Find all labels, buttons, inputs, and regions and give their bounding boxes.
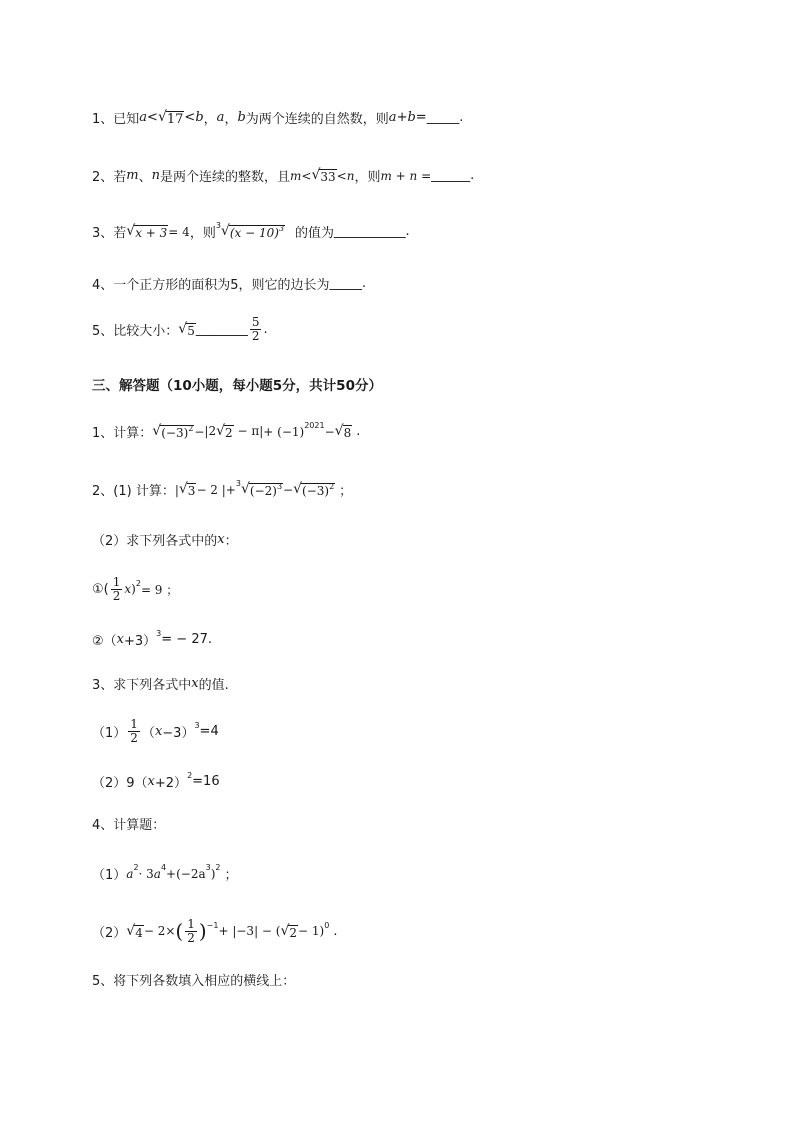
- solve-question-4-part1: [92, 864, 238, 883]
- radicand: x + 3: [135, 226, 168, 240]
- q3-end: 的值.: [198, 678, 229, 693]
- var-m: m: [126, 168, 139, 183]
- times-3: · 3: [138, 866, 154, 881]
- plus-neg-one: + (−1): [263, 424, 305, 439]
- answer-blank[interactable]: _____: [426, 110, 460, 125]
- less-than: <: [301, 168, 312, 183]
- close-paren: ): [131, 582, 136, 597]
- radicand: 3: [187, 484, 196, 498]
- solve-question-2-part2: [92, 530, 238, 549]
- solve-question-5: [92, 970, 295, 989]
- exponent: 2: [188, 424, 194, 433]
- denominator: 2: [251, 328, 260, 343]
- coefficient: 2: [208, 424, 217, 438]
- exponent: 3: [276, 482, 283, 491]
- denominator: 2: [130, 730, 138, 745]
- answer-blank[interactable]: _____: [329, 276, 363, 291]
- answer-blank[interactable]: ___________: [334, 224, 406, 239]
- q3-text: ，则: [189, 226, 216, 241]
- equals: =: [415, 110, 427, 125]
- item-label: （2）: [92, 925, 127, 941]
- radicand: 4: [135, 925, 143, 940]
- var-x: x: [217, 532, 225, 547]
- var-b: b: [195, 110, 204, 125]
- root-index: 3: [235, 479, 241, 488]
- close-paren: ): [198, 919, 207, 944]
- solve-question-3: [92, 674, 229, 693]
- radicand: 2: [289, 925, 298, 940]
- var-b: b: [407, 110, 416, 125]
- fill-question-5: [92, 316, 268, 342]
- period: .: [405, 224, 410, 239]
- var-m: m: [290, 168, 302, 183]
- open-paren: （: [141, 725, 155, 741]
- exponent: −1: [206, 920, 219, 930]
- item-label: ①(: [92, 581, 109, 597]
- var-x: x: [116, 632, 124, 647]
- q2-text: ，则: [354, 170, 381, 185]
- var-x: x: [147, 774, 155, 789]
- var-a: a: [153, 866, 161, 881]
- q3-label: 3、若: [92, 226, 127, 241]
- exponent: 2: [329, 482, 335, 491]
- exponent: 2: [187, 771, 193, 780]
- minus-pi: − π: [233, 424, 260, 438]
- period: .: [470, 168, 475, 183]
- q4-text: 4、一个正方形的面积为5，则它的边长为: [92, 278, 330, 293]
- sqrt-2: √ 2: [216, 423, 233, 440]
- abs-bar: |: [174, 482, 179, 497]
- radicand: [229, 225, 285, 240]
- denominator: 2: [187, 930, 195, 945]
- var-a: a: [126, 866, 134, 881]
- radicand-text: (−3): [302, 484, 330, 498]
- radicand: 5: [187, 323, 195, 338]
- var-a: a: [388, 110, 397, 125]
- sqrt-17: √ 17: [157, 108, 184, 127]
- expr-rest: −3）: [162, 725, 195, 741]
- var-x: x: [124, 582, 132, 597]
- q3-text: 的值为: [295, 226, 335, 241]
- comma: ，: [224, 112, 238, 127]
- q2b-text: （2）求下列各式中的: [92, 534, 218, 549]
- radicand: 17: [166, 111, 184, 127]
- minus-2-times: − 2×: [143, 924, 176, 939]
- sqrt-3: √ 3: [178, 481, 196, 498]
- fill-question-1: [92, 108, 463, 127]
- answer-blank[interactable]: ________: [195, 321, 248, 337]
- plus: +: [166, 866, 177, 881]
- sqrt-neg3-squared: √ $(-3)^2$: [152, 423, 194, 440]
- var-a: a: [139, 110, 148, 125]
- equals-16: =16: [192, 774, 220, 789]
- abs-rest: − 2 |+: [196, 482, 236, 497]
- fraction-5-2: [250, 316, 262, 342]
- period: .: [263, 321, 268, 337]
- numerator: 1: [187, 917, 195, 931]
- exponent: 0: [324, 920, 330, 930]
- fraction-1-2: [185, 918, 197, 944]
- comma: ，: [203, 112, 217, 127]
- cube-root: √ $(x - 10)^3$: [220, 223, 285, 240]
- q3-text: 3、求下列各式中: [92, 678, 192, 693]
- numerator: 1: [112, 575, 121, 589]
- item-label: （1）: [92, 868, 127, 883]
- q4-text: 4、计算题：: [92, 818, 166, 833]
- fraction-1-2: [128, 718, 140, 744]
- cube-root-neg2-cubed: √ $(-2)^3$: [240, 481, 283, 498]
- q2-text: 是两个连续的整数，且: [160, 170, 291, 185]
- less-than: <: [184, 110, 196, 125]
- semicolon: ；: [224, 868, 238, 883]
- less-than: <: [147, 110, 158, 125]
- fill-question-3: [92, 222, 410, 241]
- q5-label: 5、比较大小：: [92, 323, 179, 339]
- item-label: （2）9（: [92, 776, 148, 791]
- expr-rest: +3）: [124, 634, 157, 649]
- fill-question-4: [92, 274, 366, 293]
- exponent: 3: [156, 629, 162, 638]
- fill-question-2: [92, 166, 474, 185]
- q1-label: 1、计算：: [92, 426, 153, 441]
- sum-expression: m + n =: [380, 168, 432, 183]
- radicand-text: (−2): [249, 484, 277, 498]
- solve-question-2-part1: [92, 480, 352, 499]
- exponent: 4: [160, 863, 167, 872]
- period: .: [362, 276, 367, 291]
- sqrt-4: √ 4: [126, 922, 143, 940]
- sqrt-5: √ 5: [178, 320, 195, 338]
- sqrt-33: √ 33: [311, 167, 336, 184]
- period: .: [459, 110, 464, 125]
- exponent: 2021: [304, 421, 325, 430]
- inner-expr: (−2a: [176, 866, 206, 881]
- var-a: a: [216, 110, 225, 125]
- numerator: 5: [251, 315, 260, 329]
- colon: ：: [224, 534, 238, 549]
- exponent: 2: [135, 578, 141, 588]
- sqrt-x-plus-3: √ x + 3: [126, 223, 168, 240]
- var-b: b: [237, 110, 246, 125]
- q1-text: 为两个连续的自然数，则: [245, 112, 389, 127]
- var-x: x: [154, 723, 163, 739]
- exponent: 2: [133, 863, 139, 872]
- open-paren: (: [175, 919, 184, 944]
- q1-label: 1、已知: [92, 112, 140, 127]
- expr-rest: − 1): [298, 924, 325, 939]
- var-n: n: [346, 168, 355, 183]
- equals-4: = 4: [168, 224, 190, 239]
- radicand: 33: [320, 170, 336, 184]
- minus: −: [283, 482, 294, 497]
- denominator: 2: [112, 588, 121, 603]
- sqrt-8: √ 8: [334, 423, 352, 440]
- var-n: n: [151, 168, 160, 183]
- solve-question-4-part2: [92, 918, 337, 944]
- item-label: （1）: [92, 725, 127, 741]
- radicand: [160, 425, 194, 440]
- q2-label: 2、若: [92, 170, 127, 185]
- solve-question-2-item1: [92, 576, 178, 602]
- solve-question-4: [92, 814, 165, 833]
- answer-blank[interactable]: ______: [431, 168, 471, 183]
- radicand: [301, 483, 335, 498]
- q2-label: 2、(1) 计算：: [92, 484, 175, 499]
- equals-neg-27: = − 27.: [161, 632, 212, 647]
- solve-question-3-part2: [92, 772, 220, 791]
- fraction-1-2: [111, 576, 123, 602]
- radicand: [249, 483, 283, 498]
- separator: 、: [138, 170, 152, 185]
- period: .: [333, 923, 338, 939]
- solve-question-1: [92, 422, 360, 441]
- exponent: 3: [278, 224, 285, 233]
- period: .: [356, 424, 361, 439]
- plus: +: [396, 110, 408, 125]
- item-label: ②（: [92, 634, 117, 649]
- radicand-text: (x − 10): [229, 226, 279, 240]
- exponent: 3: [205, 863, 211, 872]
- exponent: 2: [215, 863, 221, 872]
- minus: −: [194, 424, 205, 439]
- equals-9: = 9 ；: [140, 582, 179, 597]
- numerator: 1: [130, 717, 138, 731]
- root-index: 3: [215, 221, 221, 230]
- exponent: 3: [194, 720, 200, 730]
- radicand: 8: [343, 426, 352, 440]
- expr-rest: + |−3| − (: [218, 924, 281, 939]
- sqrt-neg3-squared: √ $(-3)^2$: [293, 481, 335, 498]
- var-x: x: [191, 676, 199, 691]
- equals-4: =4: [199, 723, 219, 739]
- solve-question-2-item2: [92, 630, 212, 649]
- close-paren: ): [210, 866, 216, 881]
- radicand: 2: [225, 426, 233, 440]
- less-than: <: [336, 168, 347, 183]
- semicolon: ；: [339, 484, 353, 499]
- section-title: 三、解答题（10小题，每小题5分，共计50分）: [92, 378, 382, 394]
- expr-rest: +2）: [154, 776, 188, 791]
- solve-question-3-part1: [92, 718, 219, 744]
- q5-text: 5、将下列各数填入相应的横线上：: [92, 974, 296, 989]
- minus: −: [324, 424, 335, 439]
- radicand-text: (−3): [161, 426, 189, 440]
- sqrt-2: √ 2: [280, 922, 298, 940]
- abs-expression: |2 √ 2 − π|: [204, 423, 264, 440]
